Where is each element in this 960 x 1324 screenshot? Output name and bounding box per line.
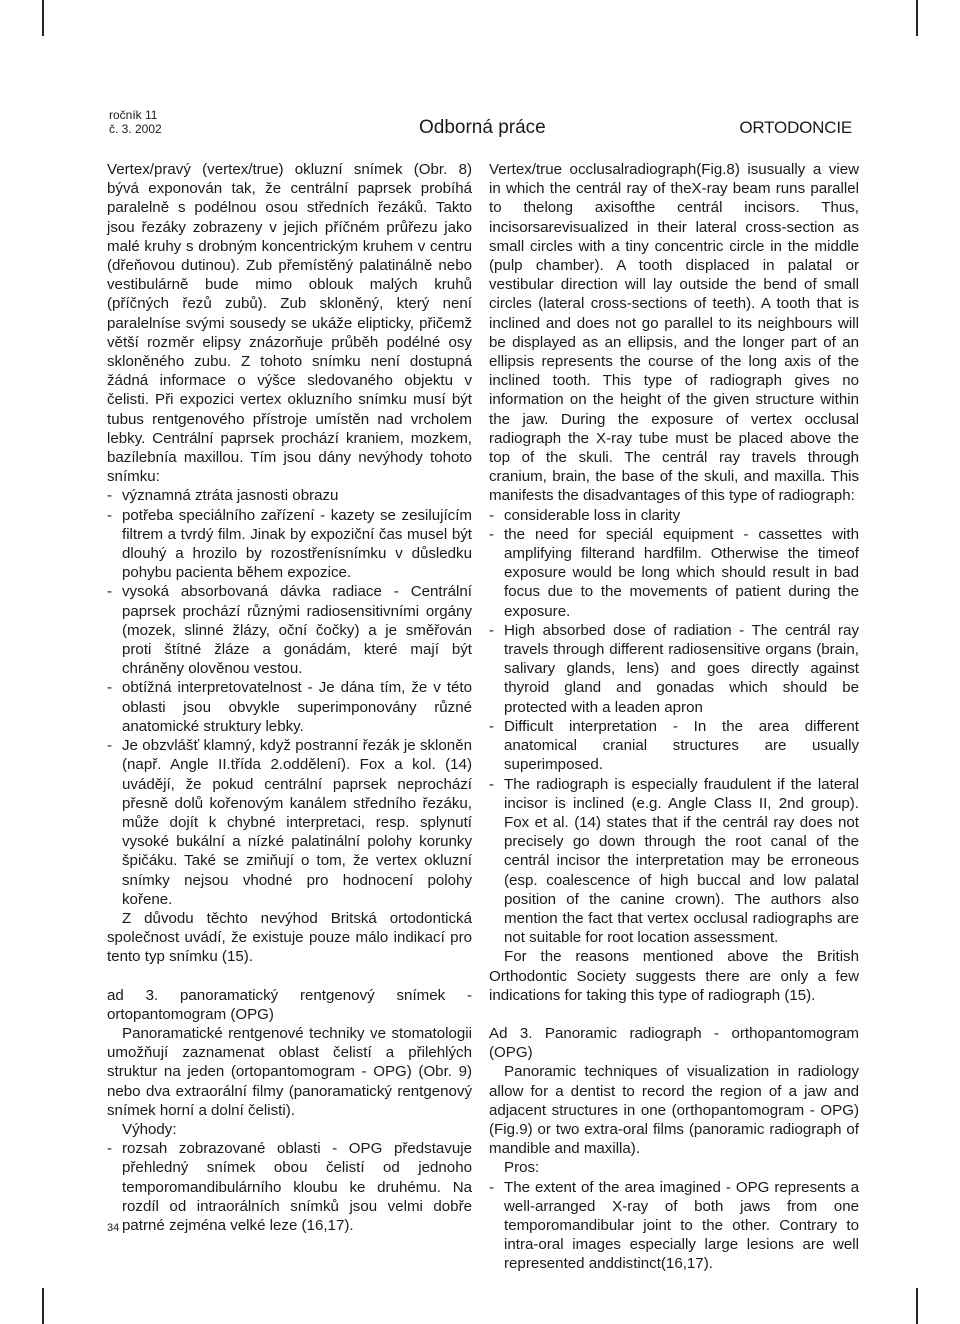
english-text-column [489, 160, 859, 1274]
crop-mark [916, 1288, 918, 1324]
list-item-text: významná ztráta jasnosti obrazu [122, 487, 339, 505]
list-item [107, 736, 472, 909]
list-item-text: rozsah zobrazované oblasti - OPG představuje přehledný snímek obou čelistí od jednoho temporomandibulárního kloubu ke druhému. Na rozdíl od intraorálních snímků jsou velmi dobře patrné zejména velké leze (16,17). [122, 1140, 472, 1234]
list-dash: - [107, 583, 113, 601]
list-item [107, 506, 472, 583]
section-gap [107, 967, 472, 986]
list-item [489, 1178, 859, 1274]
crop-mark [42, 0, 44, 36]
list-dash: - [489, 506, 495, 524]
list-item [107, 582, 472, 678]
page-number: 34 [107, 1222, 120, 1234]
list-dash: - [489, 621, 495, 639]
volume-label: ročník 11 [109, 108, 158, 122]
issue-info [109, 108, 162, 136]
list-dash: - [107, 737, 113, 755]
list-dash: - [489, 525, 495, 543]
paragraph: ad 3. panoramatický rentgenový snímek - ortopantomogram (OPG) [107, 986, 472, 1023]
paragraph: Panoramic techniques of visualization in radiology allow for a dentist to record the region of a jaw and adjacent structures in one (orthopantomogram - OPG) (Fig.9) or two extra-oral films (panoramic radiograph of mandible and maxilla). [489, 1063, 859, 1158]
list-item-text: the need for speciál equipment - cassettes with amplifying filterand hardfilm. Otherwise the timeof exposure would be long which should result in bad focus due to the movements of patient during the exposure. [504, 525, 859, 620]
paragraph: For the reasons mentioned above the British Orthodontic Society suggests there are only a few indications for taking this type of radiograph (15). [489, 948, 859, 1004]
paragraph: Výhody: [122, 1120, 177, 1138]
paragraph: Vertex/true occlusalradiograph(Fig.8) isusually a view in which the centrál ray of theX-ray beam runs parallel to thelong axisofthe centrál incisors. Thus, incisorsarevisualized in their lateral cross-section as small circles with a tiny concentric circle in the middle (pulp chamber). A tooth displaced in palatal or vestibular direction will lay outside the bend of small circles (lateral cross-sections of teeth). A tooth that is inclined and does not go parallel to its neighbours will be displayed as an ellipsis, and the longer part of an ellipsis represents the course of the long axis of the inclined tooth. This type of radiograph gives no information on the height of the given structure within the jaw. During the exposure of vertex occlusal radiograph the X-ray tube must be placed above the top of the skuli. The centrál ray travels through cranium, brain, the base of the skuli, and maxilla. This manifests the disadvantages of this type of radiograph: [489, 161, 859, 505]
list-item [489, 506, 859, 525]
list-item [107, 678, 472, 736]
journal-name: ORTODONCIE [739, 118, 852, 137]
list-item [107, 1139, 472, 1235]
list-item [489, 525, 859, 621]
issue-label: č. 3. 2002 [109, 122, 162, 136]
list-item-text: vysoká absorbovaná dávka radiace - Centrální paprsek prochází různými radiosensitivními orgány (mozek, slinné žlázy, oční čočky) a je směřován proti štítné žláze a gonádám, které mají být chráněny olověnou vestou. [122, 583, 472, 678]
list-item [489, 775, 859, 948]
czech-text-column [107, 160, 472, 1235]
list-dash: - [489, 717, 495, 735]
list-item-text: potřeba speciálního zařízení - kazety se zesilujícím filtrem a tvrdý film. Jinak by expoziční čas musel být dlouhý a hrozilo by rozostřenísnímku v důsledku pohybu pacienta během expozice. [122, 506, 472, 582]
paragraph: Pros: [504, 1159, 540, 1177]
list-item-text: The radiograph is especially fraudulent if the lateral incisor is inclined (e.g. Angle Class II, 2nd group). Fox et al. (14) states that if the centrál ray does not precisely go down through the root canal of the centrál incisor the interpretation may be erroneous (esp. coalescence of high buccal and low palatal position of the canine crown). The authors also mention the fact that vertex occlusal radiographs are not suitable for root location assessment. [504, 775, 859, 947]
list-dash: - [489, 1178, 495, 1196]
list-item-text: The extent of the area imagined - OPG represents a well-arranged X-ray of both jaws from one temporomandibular joint to the other. Contrary to intra-oral images especially large lesions are well represented anddistinct(16,17). [504, 1178, 859, 1273]
crop-mark [916, 0, 918, 36]
list-item [489, 717, 859, 775]
list-dash: - [107, 679, 113, 697]
crop-mark [42, 1288, 44, 1324]
paragraph: Z důvodu těchto nevýhod Britská ortodontická společnost uvádí, že existuje pouze málo indikací pro tento typ snímku (15). [107, 909, 472, 966]
list-item [489, 621, 859, 717]
list-item-text: Je obzvlášť klamný, když postranní řezák je skloněn (např. Angle II.třída 2.oddělení). Fox a kol. (14) uvádějí, že pokud centrální paprsek neprochází přesně dolů kořenovým kanálem středního řezáku, může dojít k chybné interpretaci, resp. splynutí vysoké bukální a nízké palatinální polohy korunky špičáku. Také se zmiňují o tom, že vertex okluzní snímky nejsou vhodné pro hodnocení polohy kořene. [122, 737, 472, 908]
paragraph: Panoramatické rentgenové techniky ve stomatologii umožňují zaznamenat oblast čelistí a přilehlých struktur na jeden (ortopantomogram - OPG) (Obr. 9) nebo dva extraorální filmy (panoramatický rentgenový snímek horní a dolní čelisti). [107, 1024, 472, 1119]
list-item-text: High absorbed dose of radiation - The centrál ray travels through different radiosensitive organs (brain, salivary glands, lens) and goes directly against thyroid gland and gonadas which should be protected with a leaden apron [504, 621, 859, 716]
list-dash: - [107, 1140, 113, 1158]
list-item-text: Difficult interpretation - In the area different anatomical cranial structures are usually superimposed. [504, 717, 859, 774]
list-item-text: obtížná interpretovatelnost - Je dána tím, že v této oblasti jsou obvykle superimponovány různé anatomické struktury lebky. [122, 679, 472, 735]
paragraph: Vertex/pravý (vertex/true) okluzní snímek (Obr. 8) bývá exponován tak, že centrální paprsek probíhá paralelně s podélnou osou středních řezáků. Takto jsou řezáky zobrazeny v jejich příčném průřezu jako malé kruhy s drobným koncentrickým kruhem v centru (dřeňovou dutinou). Zub přemístěný palatinálně nebo vestibulárně bude mimo oblouk malých kruhů (příčných řezů zubů). Zub skloněný, který není paralelníse svými sousedy se ukáže elipticky, přičemž větší rozměr elipsy znázorňuje průběh podélné osy skloněného zubu. Z tohoto snímku není dostupná žádná informace o výšce sledovaného objektu v čelisti. Při expozici vertex okluzního snímku musí být tubus rentgenového přístroje umístěn nad vrcholem lebky. Centrální paprsek prochází kraniem, mozkem, bazílebnía maxillou. Tím jsou dány nevýhody tohoto snímku: [107, 161, 472, 486]
list-dash: - [107, 506, 113, 524]
list-dash: - [489, 775, 495, 793]
list-dash: - [107, 487, 113, 505]
section-gap [489, 1005, 859, 1024]
paragraph: Ad 3. Panoramic radiograph - orthopantomogram (OPG) [489, 1024, 859, 1062]
section-title: Odborná práce [419, 117, 546, 138]
list-item [107, 486, 472, 505]
list-item-text: considerable loss in clarity [504, 506, 681, 524]
